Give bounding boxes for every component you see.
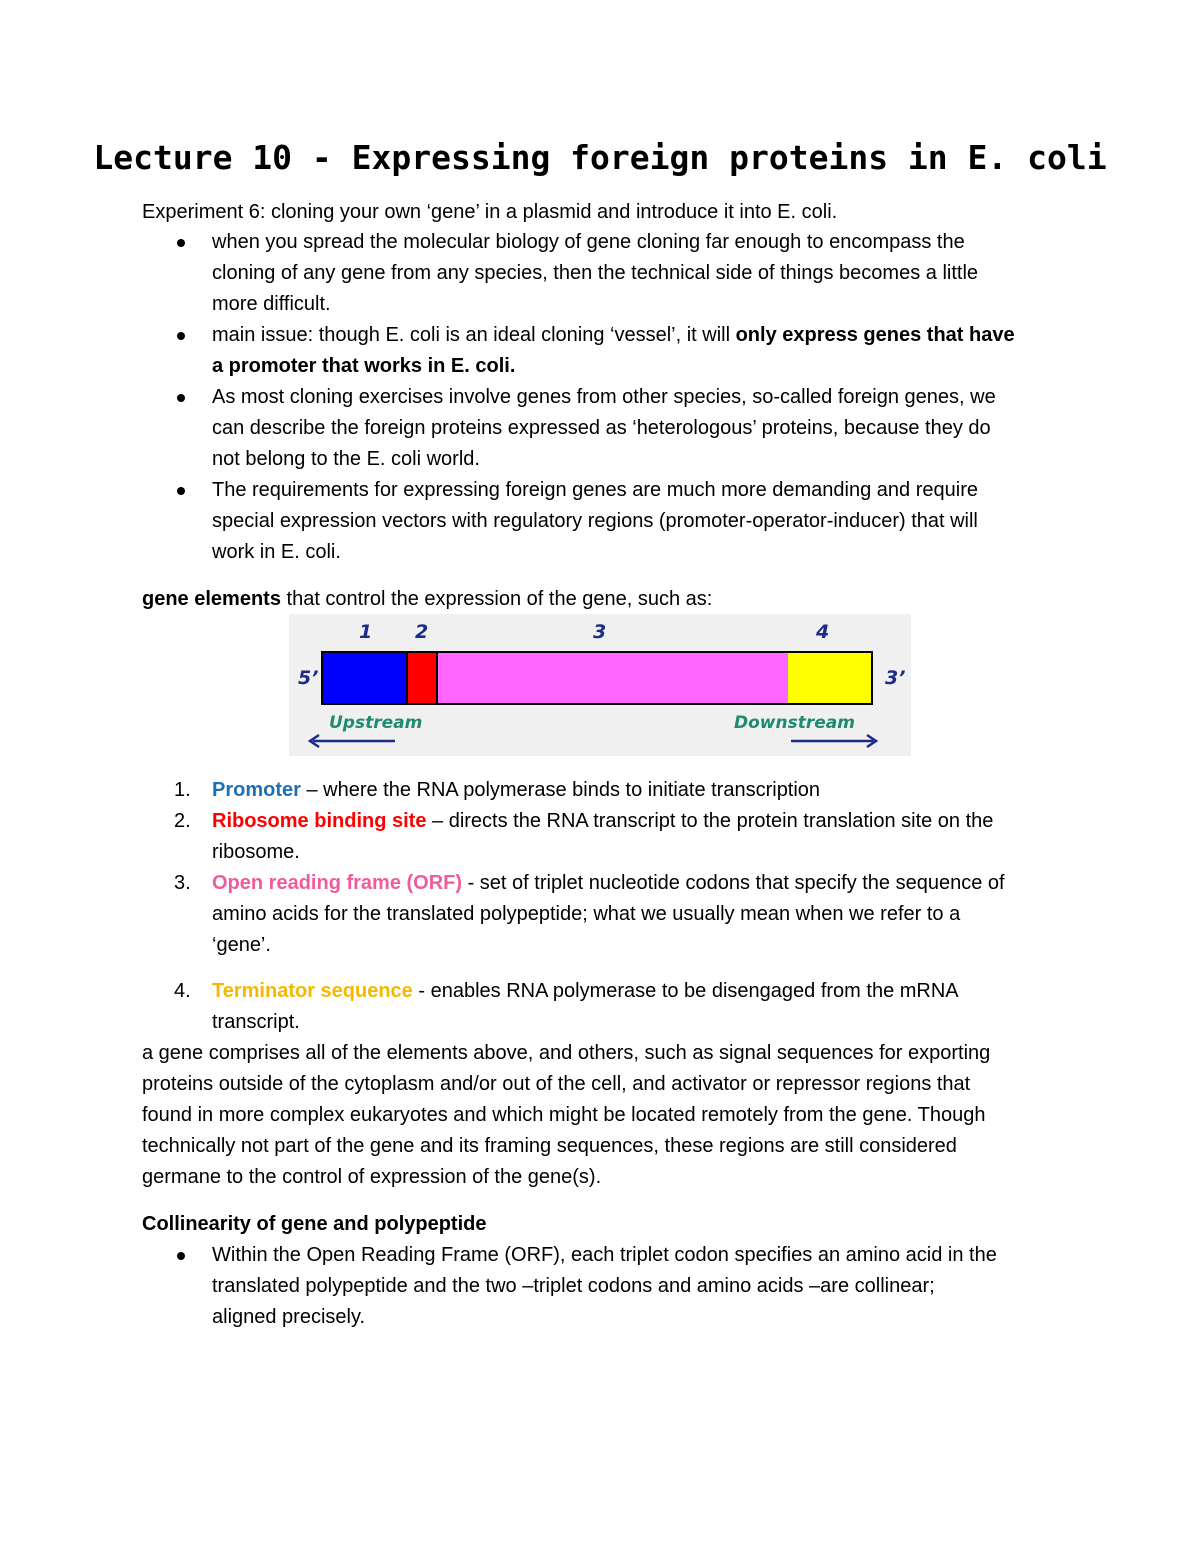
intro-text: Experiment 6: cloning your own ‘gene’ in a plasmid and introduce it into E. coli.	[142, 201, 838, 223]
bullet-2-plain: main issue: though E. coli is an ideal cloning ‘vessel’, it will	[212, 324, 736, 346]
diagram-number-4: 4	[816, 621, 830, 643]
terminator-segment	[788, 651, 873, 705]
promoter-segment	[321, 651, 407, 705]
paragraph-line-4: technically not part of the gene and its framing sequences, these regions are still considered	[142, 1135, 957, 1157]
gene-elements-rest: that control the expression of the gene, such as:	[280, 588, 713, 610]
bullet-dot	[177, 332, 185, 340]
collinearity-line-1: Within the Open Reading Frame (ORF), each triplet codon specifies an amino acid in the	[212, 1244, 997, 1266]
list-item-2-cont: ribosome.	[212, 841, 300, 863]
bullet-4-line-2: special expression vectors with regulatory regions (promoter-operator-inducer) that will	[212, 510, 978, 532]
paragraph-line-2: proteins outside of the cytoplasm and/or out of the cell, and activator or repressor regions that	[142, 1073, 971, 1095]
list-item-3	[212, 868, 1005, 899]
downstream-label: Downstream	[734, 713, 855, 733]
collinearity-line-3: aligned precisely.	[212, 1306, 366, 1328]
page-title: Lecture 10 - Expressing foreign proteins in E. coli	[93, 138, 1107, 177]
upstream-arrow-icon	[307, 732, 397, 750]
bullet-2-bold-2: a promoter that works in E. coli.	[212, 355, 516, 377]
list-item-4	[212, 976, 959, 1007]
bullet-3-line-1: As most cloning exercises involve genes from other species, so-called foreign genes, we	[212, 386, 996, 408]
five-prime-label: 5’	[298, 667, 319, 689]
list-number-2: 2.	[174, 810, 191, 832]
promoter-desc: – where the RNA polymerase binds to initiate transcription	[300, 779, 821, 801]
rbs-desc: – directs the RNA transcript to the protein translation site on the	[426, 810, 994, 832]
paragraph-line-5: germane to the control of expression of the gene(s).	[142, 1166, 602, 1188]
bullet-dot	[177, 1252, 185, 1260]
list-number-1: 1.	[174, 779, 191, 801]
bullet-2-bold: only express genes that have	[735, 324, 1015, 346]
bullet-1-line-2: cloning of any gene from any species, then the technical side of things becomes a little	[212, 262, 979, 284]
bullet-dot	[177, 394, 185, 402]
list-item-1	[212, 775, 820, 806]
rbs-term: Ribosome binding site	[212, 810, 427, 832]
collinearity-line-2: translated polypeptide and the two –triplet codons and amino acids –are collinear;	[212, 1275, 935, 1297]
paragraph-line-3: found in more complex eukaryotes and which might be located remotely from the gene. Though	[142, 1104, 986, 1126]
list-number-4: 4.	[174, 980, 191, 1002]
bullet-2-line-1	[212, 320, 1015, 351]
gene-elements-diagram	[289, 614, 911, 756]
list-item-3-cont-2: ‘gene’.	[212, 934, 271, 956]
gene-elements-line	[142, 584, 712, 615]
bullet-dot	[177, 487, 185, 495]
promoter-term: Promoter	[212, 779, 301, 801]
rbs-segment	[406, 651, 438, 705]
bullet-3-line-2: can describe the foreign proteins expressed as ‘heterologous’ proteins, because they do	[212, 417, 991, 439]
diagram-number-3: 3	[593, 621, 607, 643]
list-item-4-cont: transcript.	[212, 1011, 300, 1033]
terminator-desc: - enables RNA polymerase to be disengaged from the mRNA	[412, 980, 959, 1002]
gene-elements-bold: gene elements	[142, 588, 281, 610]
upstream-label: Upstream	[329, 713, 423, 733]
orf-segment	[438, 651, 788, 705]
bullet-3-line-3: not belong to the E. coli world.	[212, 448, 480, 470]
bullet-1-line-3: more difficult.	[212, 293, 331, 315]
three-prime-label: 3’	[885, 667, 906, 689]
bullet-dot	[177, 239, 185, 247]
paragraph-line-1: a gene comprises all of the elements above, and others, such as signal sequences for exporting	[142, 1042, 991, 1064]
diagram-number-1: 1	[359, 621, 373, 643]
orf-term: Open reading frame (ORF)	[212, 872, 463, 894]
list-number-3: 3.	[174, 872, 191, 894]
bullet-1-line-1: when you spread the molecular biology of gene cloning far enough to encompass the	[212, 231, 965, 253]
diagram-number-2: 2	[415, 621, 429, 643]
terminator-term: Terminator sequence	[212, 980, 413, 1002]
orf-desc: - set of triplet nucleotide codons that specify the sequence of	[462, 872, 1005, 894]
collinearity-heading: Collinearity of gene and polypeptide	[142, 1213, 487, 1235]
list-item-2	[212, 806, 993, 837]
downstream-arrow-icon	[789, 732, 881, 750]
bullet-4-line-1: The requirements for expressing foreign genes are much more demanding and require	[212, 479, 978, 501]
bullet-4-line-3: work in E. coli.	[212, 541, 341, 563]
list-item-3-cont-1: amino acids for the translated polypeptide; what we usually mean when we refer to a	[212, 903, 961, 925]
bullet-2-line-2	[212, 351, 515, 382]
